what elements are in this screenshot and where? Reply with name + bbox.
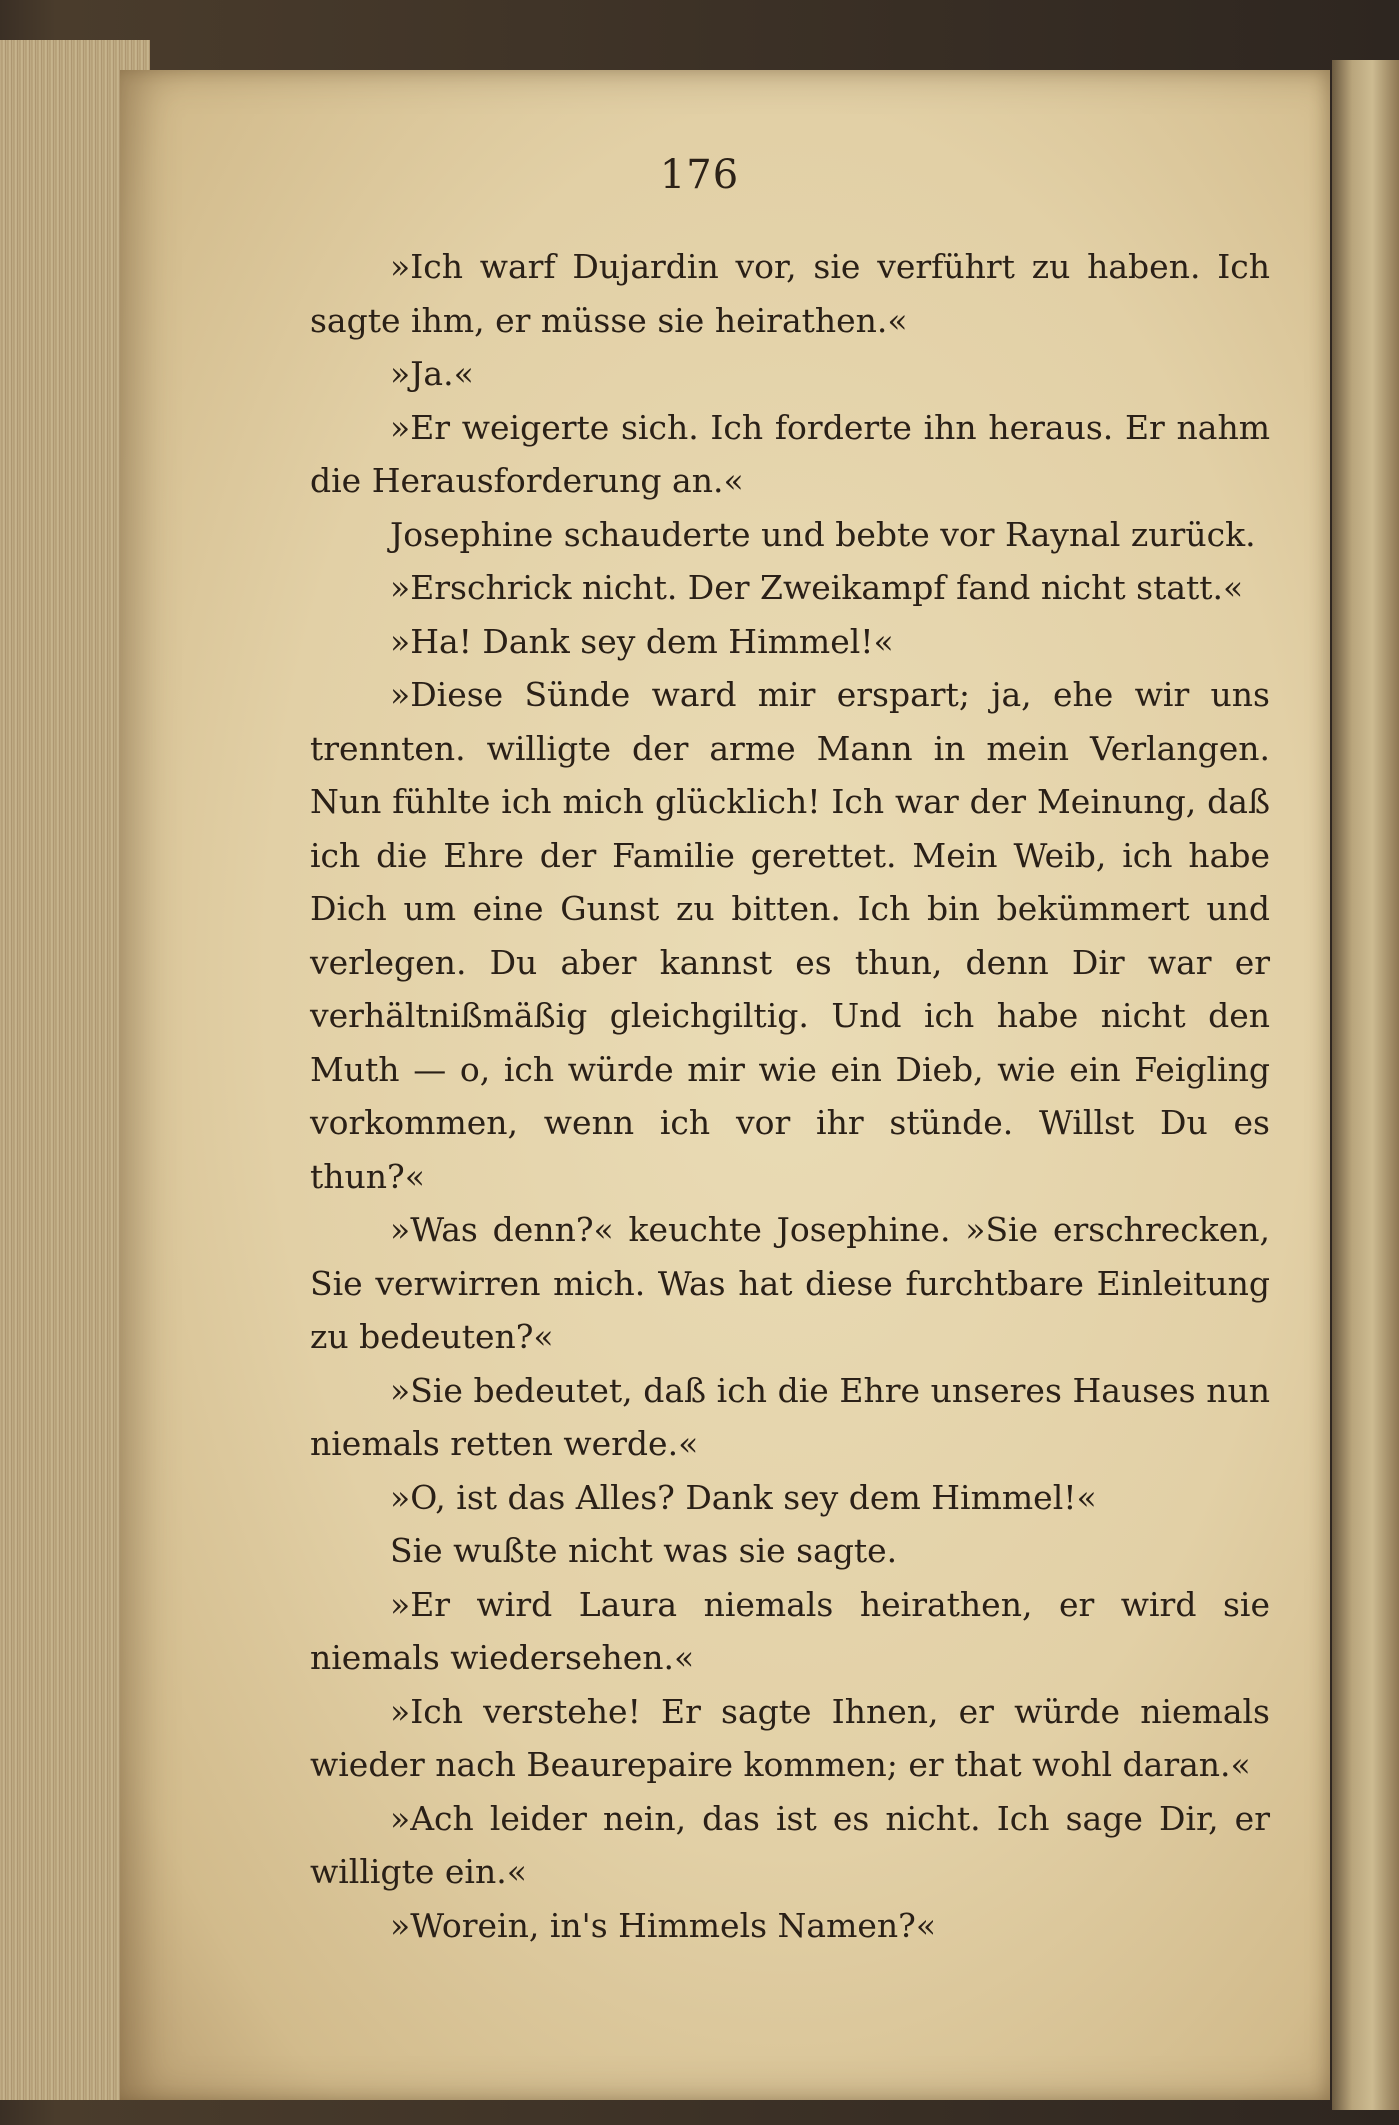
next-page-edge <box>1332 60 1399 2110</box>
paragraph-6: »Ha! Dank sey dem Himmel!« <box>390 621 894 661</box>
paragraph-5: »Erschrick nicht. Der Zweikampf fand nicht statt.« <box>390 568 1244 607</box>
paragraph-7: »Diese Sünde ward mir erspart; ja, ehe wir uns trennten. willigte der arme Mann in mein Verlangen. Nun fühlte ich mich glücklich! Ich war der Meinung, daß ich die Ehre der Familie gerettet. Mein Weib, ich habe Dich um eine Gunst zu bitten. Ich bin bekümmert und verlegen. Du aber kannst es thun, denn Dir war er verhältnißmäßig gleichgiltig. Und ich habe nicht den Muth — o, ich würde mir wie ein Dieb, wie ein Feigling vorkommen, wenn ich vor ihr stünde. Willst Du es thun?« <box>310 675 1270 1196</box>
paragraph-3: »Er weigerte sich. Ich forderte ihn heraus. Er nahm die Herausforderung an.« <box>310 407 1270 500</box>
paragraph-4: Josephine schauderte und bebte vor Raynal zurück. <box>390 514 1256 554</box>
paragraph-8: »Was denn?« keuchte Josephine. »Sie erschrecken, Sie verwirren mich. Was hat diese furchtbare Einleitung zu bedeuten?« <box>310 1210 1270 1356</box>
paragraph-9: »Sie bedeutet, daß ich die Ehre unseres Hauses nun niemals retten werde.« <box>310 1370 1270 1463</box>
paragraph-11: Sie wußte nicht was sie sagte. <box>390 1531 898 1570</box>
paragraph-15: »Worein, in's Himmels Namen?« <box>390 1905 937 1945</box>
paragraph-13: »Ich verstehe! Er sagte Ihnen, er würde niemals wieder nach Beaurepaire kommen; er that wohl daran.« <box>310 1691 1270 1784</box>
page-number: 176 <box>659 152 740 198</box>
paragraph-2: »Ja.« <box>390 354 474 393</box>
paragraph-12: »Er wird Laura niemals heirathen, er wird sie niemals wiedersehen.« <box>310 1584 1270 1677</box>
paragraph-10: »O, ist das Alles? Dank sey dem Himmel!« <box>390 1477 1097 1517</box>
body-text <box>310 240 1270 1952</box>
paragraph-1: »Ich warf Dujardin vor, sie verführt zu haben. Ich sagte ihm, er müsse sie heirathen.« <box>310 247 1270 340</box>
paragraph-14: »Ach leider nein, das ist es nicht. Ich sage Dir, er willigte ein.« <box>310 1798 1270 1891</box>
